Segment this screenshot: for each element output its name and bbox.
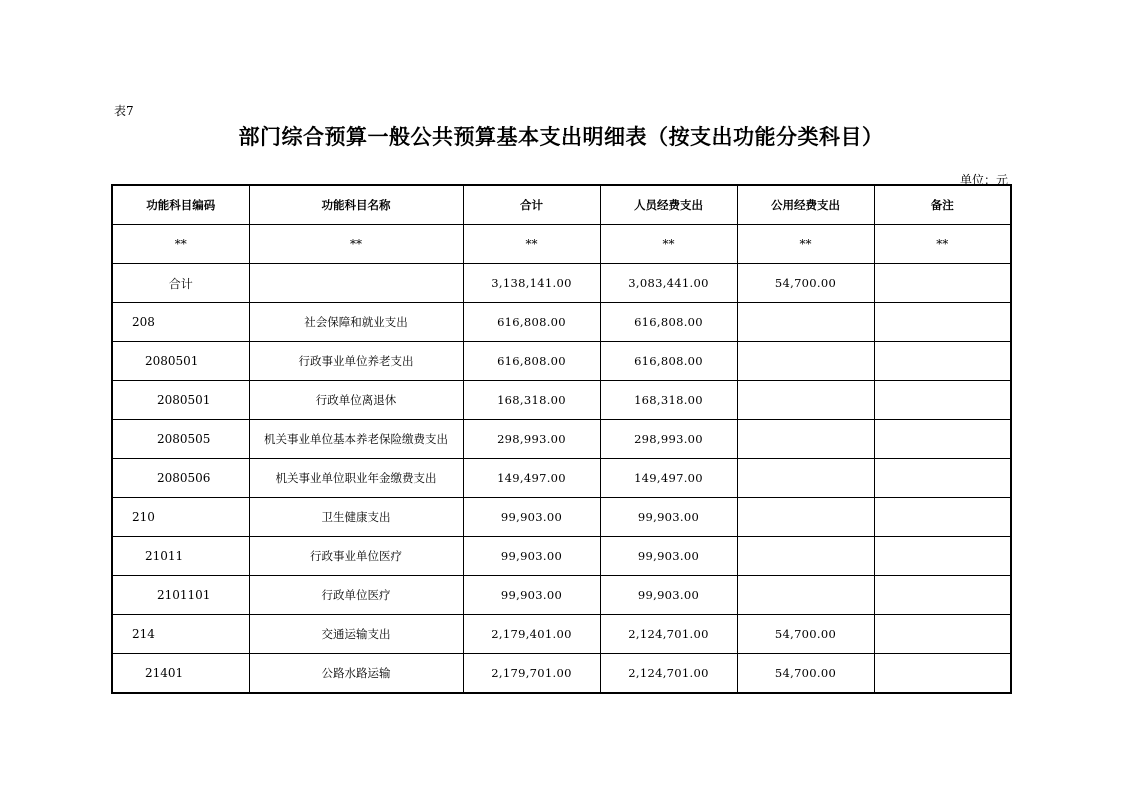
note-cell xyxy=(874,537,1011,576)
personnel-cell: 2,124,701.00 xyxy=(600,615,737,654)
note-cell xyxy=(874,654,1011,694)
total-cell: 616,808.00 xyxy=(463,342,600,381)
code-cell: 2080506 xyxy=(112,459,249,498)
code-cell: 21401 xyxy=(112,654,249,694)
total-cell: 99,903.00 xyxy=(463,498,600,537)
personnel-cell: 99,903.00 xyxy=(600,537,737,576)
personnel-cell: 3,083,441.00 xyxy=(600,264,737,303)
code-cell: 2080501 xyxy=(112,342,249,381)
personnel-cell: 99,903.00 xyxy=(600,576,737,615)
code-cell: 208 xyxy=(112,303,249,342)
page-title: 部门综合预算一般公共预算基本支出明细表（按支出功能分类科目） xyxy=(238,125,884,149)
public-cell: 54,700.00 xyxy=(737,615,874,654)
total-cell: 2,179,701.00 xyxy=(463,654,600,694)
table-row-total xyxy=(112,264,1011,303)
public-cell xyxy=(737,420,874,459)
public-cell xyxy=(737,459,874,498)
public-cell xyxy=(737,576,874,615)
table-row xyxy=(112,342,1011,381)
header-public: 公用经费支出 xyxy=(737,185,874,225)
note-cell xyxy=(874,381,1011,420)
header-personnel: 人员经费支出 xyxy=(600,185,737,225)
code-cell: 21011 xyxy=(112,537,249,576)
code-cell: 210 xyxy=(112,498,249,537)
code-cell: 合计 xyxy=(112,264,249,303)
code-cell: 2080505 xyxy=(112,420,249,459)
name-cell: 行政事业单位医疗 xyxy=(249,537,463,576)
public-cell: 54,700.00 xyxy=(737,264,874,303)
name-cell: 机关事业单位基本养老保险缴费支出 xyxy=(249,420,463,459)
note-cell xyxy=(874,342,1011,381)
table-row xyxy=(112,381,1011,420)
total-cell: 2,179,401.00 xyxy=(463,615,600,654)
total-cell: 3,138,141.00 xyxy=(463,264,600,303)
table-row xyxy=(112,654,1011,694)
total-cell: 168,318.00 xyxy=(463,381,600,420)
personnel-cell: 2,124,701.00 xyxy=(600,654,737,694)
unit-label: 单位：元 xyxy=(959,173,1008,187)
table-row xyxy=(112,303,1011,342)
header-code: 功能科目编码 xyxy=(112,185,249,225)
table-row xyxy=(112,615,1011,654)
public-cell xyxy=(737,498,874,537)
note-cell xyxy=(874,615,1011,654)
code-cell: 2101101 xyxy=(112,576,249,615)
public-cell: 54,700.00 xyxy=(737,654,874,694)
name-cell: 行政事业单位养老支出 xyxy=(249,342,463,381)
personnel-cell: 168,318.00 xyxy=(600,381,737,420)
name-cell: 交通运输支出 xyxy=(249,615,463,654)
header-name: 功能科目名称 xyxy=(249,185,463,225)
personnel-cell: 99,903.00 xyxy=(600,498,737,537)
note-cell xyxy=(874,420,1011,459)
placeholder-cell: ** xyxy=(600,225,737,264)
total-cell: 99,903.00 xyxy=(463,576,600,615)
personnel-cell: 616,808.00 xyxy=(600,303,737,342)
name-cell: 行政单位医疗 xyxy=(249,576,463,615)
header-total: 合计 xyxy=(463,185,600,225)
public-cell xyxy=(737,342,874,381)
table-row xyxy=(112,459,1011,498)
table-row xyxy=(112,420,1011,459)
note-cell xyxy=(874,303,1011,342)
placeholder-cell: ** xyxy=(249,225,463,264)
table-row xyxy=(112,498,1011,537)
public-cell xyxy=(737,303,874,342)
table-number: 表7 xyxy=(114,104,134,118)
total-cell: 616,808.00 xyxy=(463,303,600,342)
code-cell: 214 xyxy=(112,615,249,654)
name-cell: 卫生健康支出 xyxy=(249,498,463,537)
name-cell: 公路水路运输 xyxy=(249,654,463,694)
placeholder-row xyxy=(112,225,1011,264)
name-cell xyxy=(249,264,463,303)
public-cell xyxy=(737,537,874,576)
personnel-cell: 149,497.00 xyxy=(600,459,737,498)
table-row xyxy=(112,576,1011,615)
header-note: 备注 xyxy=(874,185,1011,225)
total-cell: 99,903.00 xyxy=(463,537,600,576)
personnel-cell: 616,808.00 xyxy=(600,342,737,381)
total-cell: 149,497.00 xyxy=(463,459,600,498)
table-row xyxy=(112,537,1011,576)
public-cell xyxy=(737,381,874,420)
table-header-row xyxy=(112,185,1011,225)
name-cell: 行政单位离退休 xyxy=(249,381,463,420)
budget-table xyxy=(111,184,1012,694)
name-cell: 社会保障和就业支出 xyxy=(249,303,463,342)
note-cell xyxy=(874,498,1011,537)
code-cell: 2080501 xyxy=(112,381,249,420)
note-cell xyxy=(874,264,1011,303)
name-cell: 机关事业单位职业年金缴费支出 xyxy=(249,459,463,498)
total-cell: 298,993.00 xyxy=(463,420,600,459)
placeholder-cell: ** xyxy=(737,225,874,264)
placeholder-cell: ** xyxy=(112,225,249,264)
note-cell xyxy=(874,459,1011,498)
placeholder-cell: ** xyxy=(463,225,600,264)
note-cell xyxy=(874,576,1011,615)
personnel-cell: 298,993.00 xyxy=(600,420,737,459)
placeholder-cell: ** xyxy=(874,225,1011,264)
